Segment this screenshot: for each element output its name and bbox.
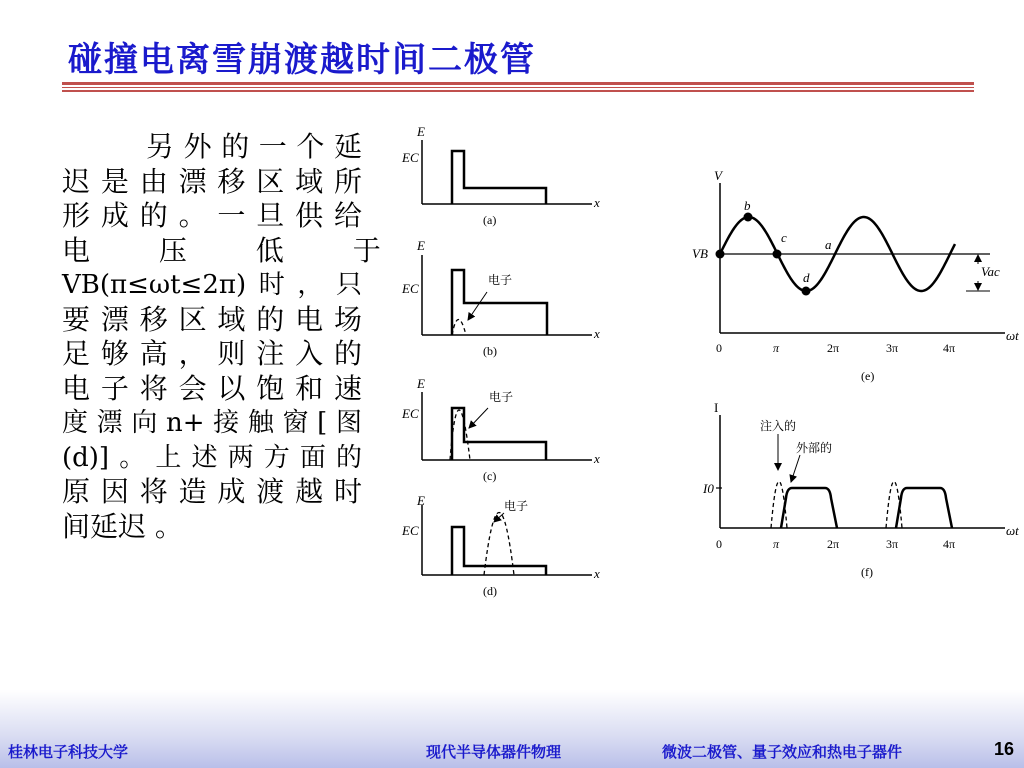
- figure-a-caption: (a): [483, 213, 497, 227]
- figure-f-injected-label: 注入的: [760, 419, 797, 433]
- figure-f-external-label: 外部的: [796, 441, 833, 455]
- figure-a-x-label: x: [594, 195, 600, 210]
- body-line: 迟是由漂移区域所: [62, 164, 362, 198]
- body-line: 原因将造成渡越时: [62, 475, 362, 508]
- figure-f-external-arrow: [791, 455, 800, 482]
- figure-f-i0-label: I0: [703, 481, 714, 496]
- figure-e-tick-3: 3π: [886, 341, 899, 355]
- figure-e-point-d: [802, 287, 811, 296]
- figure-b: [401, 238, 600, 358]
- figure-e-point-b: [744, 213, 753, 222]
- footer-course: 现代半导体器件物理: [426, 743, 562, 761]
- figure-e-label-c: c: [781, 230, 787, 245]
- figure-d: [401, 493, 600, 598]
- figure-e-tick-4: 4π: [943, 341, 956, 355]
- figure-b-x-label: x: [594, 326, 600, 341]
- figure-e-y-label: V: [714, 168, 722, 183]
- figure-d-electron-arrow: [494, 513, 504, 522]
- figure-e-caption: (e): [861, 369, 875, 383]
- figure-d-x-label: x: [594, 566, 600, 581]
- body-line: 度漂向n+接触窗[图: [62, 408, 362, 438]
- figure-d-electron-label: 电子: [504, 499, 529, 513]
- figure-e-point-vb: [716, 250, 725, 259]
- figure-a: [401, 124, 600, 227]
- body-line: 电子将会以饱和速: [62, 371, 362, 405]
- figure-b-electron-pulse: [452, 320, 466, 336]
- page-number: 16: [993, 739, 1014, 759]
- figure-d-e-label: E: [417, 493, 425, 508]
- figure-d-field-profile: [452, 527, 546, 575]
- figure-f-tick-4: 4π: [943, 537, 956, 551]
- slide-title: 碰撞电离雪崩渡越时间二极管: [68, 40, 536, 80]
- figure-e: [692, 168, 1019, 383]
- figure-c-caption: (c): [483, 469, 497, 483]
- body-line: VB(π≤ωt≤2π)时，只: [62, 270, 362, 300]
- footer-chapter: 微波二极管、量子效应和热电子器件: [662, 743, 903, 761]
- figure-f-x-label: ωt: [1006, 523, 1019, 538]
- figure-a-field-profile: [452, 151, 546, 204]
- figure-f-external-pulse-2: [896, 488, 952, 528]
- body-line: 另外的一个延: [146, 130, 362, 163]
- body-line: 足够高，则注入的: [62, 337, 362, 370]
- figure-f-tick-0: 0: [716, 537, 722, 551]
- figure-b-ec-label: EC: [402, 281, 419, 296]
- figure-e-tick-0: 0: [716, 341, 722, 355]
- figure-b-electron-arrow: [468, 292, 487, 320]
- figure-c-electron-label: 电子: [489, 390, 514, 404]
- figure-d-ec-label: EC: [402, 523, 419, 538]
- figure-e-label-a: a: [825, 237, 832, 252]
- footer-university: 桂林电子科技大学: [8, 743, 129, 761]
- figure-f-caption: (f): [861, 565, 873, 579]
- body-line: 间延迟 。: [62, 509, 183, 543]
- figure-e-point-c: [773, 250, 782, 259]
- figure-f-tick-2: 2π: [827, 537, 840, 551]
- figure-e-tick-1: π: [773, 341, 780, 355]
- figure-e-x-label: ωt: [1006, 328, 1019, 343]
- body-line: 形成的。一旦供给: [62, 199, 362, 232]
- figure-c: [401, 376, 600, 483]
- figure-e-tick-2: 2π: [827, 341, 840, 355]
- body-line: 电 压 低 于: [62, 233, 411, 267]
- figure-c-e-label: E: [417, 376, 425, 391]
- figure-a-e-label: E: [417, 124, 425, 139]
- figure-e-vb-label: VB: [692, 246, 708, 261]
- body-line: 要漂移区域的电场: [62, 302, 362, 336]
- figure-f: [702, 400, 1019, 579]
- figure-e-label-d: d: [803, 270, 810, 285]
- figure-c-x-label: x: [594, 451, 600, 466]
- body-line: (d)]。上述两方面的: [62, 442, 362, 473]
- figure-f-tick-3: 3π: [886, 537, 899, 551]
- figure-b-e-label: E: [417, 238, 425, 253]
- figure-c-ec-label: EC: [402, 406, 419, 421]
- figure-c-electron-arrow: [469, 408, 488, 428]
- figure-d-caption: (d): [483, 584, 497, 598]
- figure-f-y-label: I: [714, 400, 719, 415]
- figure-f-external-pulse-1: [781, 488, 837, 528]
- figure-f-tick-1: π: [773, 537, 780, 551]
- figure-e-label-b: b: [744, 198, 751, 213]
- figure-b-electron-label: 电子: [488, 273, 513, 287]
- figure-e-vac-label: Vac: [981, 264, 1000, 279]
- figure-b-caption: (b): [483, 344, 497, 358]
- figure-a-ec-label: EC: [402, 150, 419, 165]
